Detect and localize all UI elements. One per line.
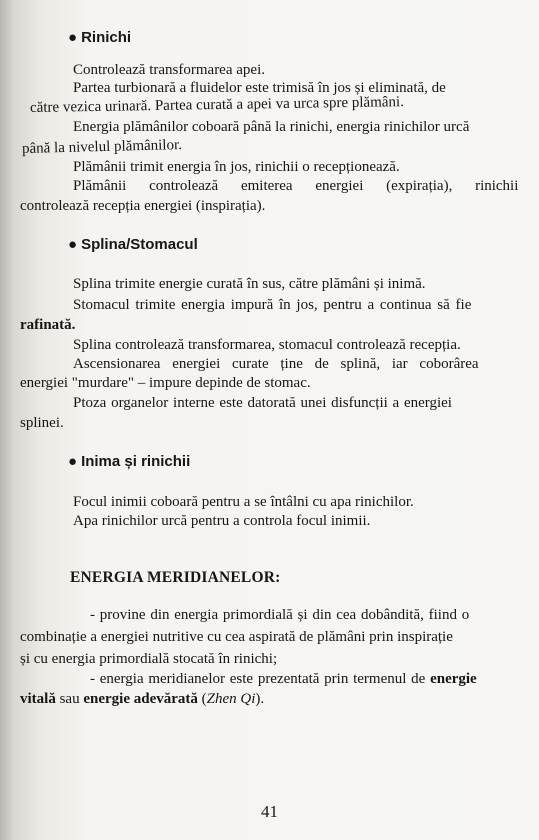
heading-splina-stomacul: ● Splina/Stomacul — [68, 236, 198, 253]
paragraph-line: splinei. — [20, 415, 64, 431]
paragraph-line: Partea turbionară a fluidelor este trimisă în jos și eliminată, de — [73, 80, 446, 96]
heading-inima-rinichii: ● Inima și rinichii — [68, 453, 191, 470]
paragraph-line: până la nivelul plămânilor. — [21, 137, 183, 157]
paragraph-line: Stomacul trimite energia impură în jos, pentru a continua să fie — [73, 297, 472, 313]
section-title: ENERGIA MERIDIANELOR: — [70, 569, 281, 586]
paragraph-line: vitală sau energie adevărată (Zhen Qi). — [20, 691, 265, 707]
paragraph-line: - energia meridianelor este prezentată prin termenul de energie — [90, 671, 477, 687]
paragraph-line: Controlează transformarea apei. — [73, 62, 265, 78]
paragraph-line: și cu energia primordială stocată în rinichi; — [20, 651, 278, 667]
page-number: 41 — [261, 802, 278, 821]
paragraph-line: Energia plămânilor coboară până la rinichi, energia rinichilor urcă — [73, 119, 470, 135]
paragraph-line: Ptoza organelor interne este datorată unei disfuncții a energiei — [73, 395, 452, 411]
paragraph-line: energiei "murdare" – impure depinde de stomac. — [20, 375, 311, 391]
paragraph-line: Apa rinichilor urcă pentru a controla focul inimii. — [73, 513, 371, 529]
paragraph-line: Plămânii trimit energia în jos, rinichii o recepționează. — [73, 159, 400, 175]
paragraph-line: - provine din energia primordială și din cea dobândită, fiind o — [90, 607, 470, 623]
paragraph-line: Splina controlează transformarea, stomacul controlează recepția. — [73, 337, 461, 353]
heading-rinichi: ● Rinichi — [68, 29, 132, 46]
paragraph-line: Ascensionarea energiei curate ține de splină, iar coborârea — [73, 356, 479, 372]
paragraph-line: Splina trimite energie curată în sus, către plămâni și inimă. — [73, 276, 426, 292]
paragraph-line: rafinată. — [20, 317, 76, 333]
paragraph-line: Plămânii controlează emiterea energiei (expirația), rinichii — [73, 178, 519, 194]
paragraph-line: Focul inimii coboară pentru a se întâlni cu apa rinichilor. — [73, 494, 414, 510]
paragraph-line: combinație a energiei nutritive cu cea aspirată de plămâni prin inspirație — [20, 629, 453, 645]
paragraph-line: către vezica urinară. Partea curată a apei va urca spre plămâni. — [29, 94, 405, 116]
paragraph-line: controlează recepția energiei (inspirația). — [20, 198, 266, 214]
